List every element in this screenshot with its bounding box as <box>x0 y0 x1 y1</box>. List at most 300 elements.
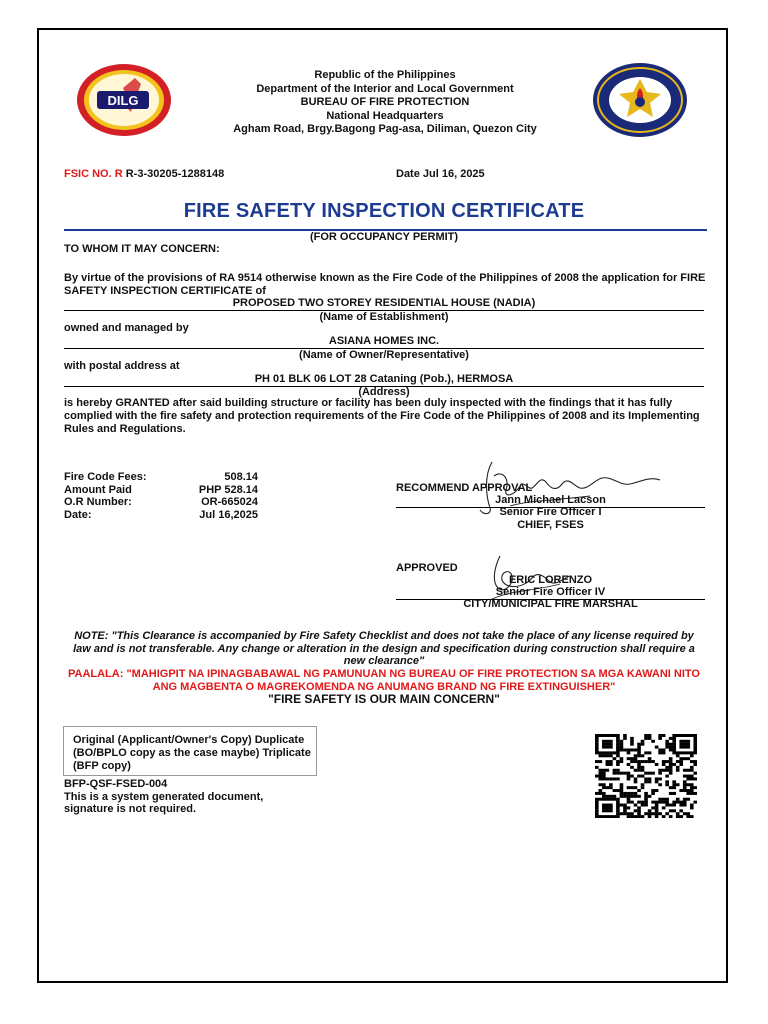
qr-module <box>683 780 687 783</box>
qr-module <box>634 795 638 798</box>
recommend-name: Jann Michael Lacson <box>495 494 606 506</box>
recommend-label: RECOMMEND APPROVAL <box>396 482 533 494</box>
qr-module <box>669 809 673 812</box>
qr-module <box>686 743 690 746</box>
qr-module <box>606 795 610 798</box>
qr-module <box>637 754 641 757</box>
qr-module <box>665 783 669 786</box>
qr-module <box>641 801 645 804</box>
qr-module <box>637 763 641 766</box>
qr-module <box>637 775 641 778</box>
header-line-4: National Headquarters <box>326 109 444 122</box>
owner-caption: (Name of Owner/Representative) <box>299 349 469 361</box>
qr-module <box>690 766 694 769</box>
qr-module <box>602 734 606 737</box>
qr-module <box>658 748 662 751</box>
qr-module <box>644 737 648 740</box>
qr-module <box>672 743 676 746</box>
qr-module <box>690 804 694 807</box>
qr-code <box>595 734 697 818</box>
qr-module <box>627 775 631 778</box>
qr-module <box>616 789 620 792</box>
qr-module <box>651 812 655 815</box>
qr-module <box>641 804 645 807</box>
qr-module <box>602 751 606 754</box>
qr-module <box>627 748 631 751</box>
qr-module <box>686 798 690 801</box>
qr-module <box>613 789 617 792</box>
qr-module <box>641 760 645 763</box>
qr-module <box>665 769 669 772</box>
qr-module <box>686 815 690 818</box>
qr-module <box>641 743 645 746</box>
qr-module <box>630 775 634 778</box>
qr-module <box>644 780 648 783</box>
qr-module <box>644 734 648 737</box>
qr-module <box>658 777 662 780</box>
qr-module <box>676 812 680 815</box>
qr-module <box>613 734 617 737</box>
qr-module <box>651 740 655 743</box>
qr-module <box>686 751 690 754</box>
approved-name: ERIC LORENZO <box>508 574 593 586</box>
owned-label: owned and managed by <box>64 322 189 334</box>
qr-module <box>690 806 694 809</box>
qr-module <box>595 801 599 804</box>
qr-module <box>658 798 662 801</box>
qr-module <box>658 769 662 772</box>
qr-module <box>620 743 624 746</box>
fee-label: O.R Number: <box>64 496 132 508</box>
qr-module <box>616 760 620 763</box>
footer <box>64 778 314 816</box>
qr-module <box>693 772 697 775</box>
recommend-position: CHIEF, FSES <box>517 519 584 531</box>
qr-module <box>634 804 638 807</box>
qr-module <box>686 789 690 792</box>
qr-module <box>606 804 610 807</box>
qr-module <box>676 734 680 737</box>
qr-module <box>686 746 690 749</box>
qr-module <box>658 737 662 740</box>
qr-module <box>606 777 610 780</box>
qr-module <box>623 809 627 812</box>
qr-module <box>630 812 634 815</box>
qr-module <box>602 740 606 743</box>
qr-module <box>602 786 606 789</box>
qr-module <box>606 740 610 743</box>
qr-module <box>686 757 690 760</box>
qr-module <box>599 769 603 772</box>
qr-module <box>676 769 680 772</box>
qr-module <box>595 804 599 807</box>
qr-module <box>606 786 610 789</box>
qr-module <box>693 801 697 804</box>
qr-module <box>679 809 683 812</box>
qr-module <box>683 757 687 760</box>
qr-module <box>686 783 690 786</box>
qr-module <box>693 740 697 743</box>
qr-module <box>641 769 645 772</box>
qr-module <box>599 754 603 757</box>
owner-name: ASIANA HOMES INC. <box>328 335 440 347</box>
qr-module <box>620 757 624 760</box>
qr-module <box>644 760 648 763</box>
qr-module <box>686 734 690 737</box>
qr-module <box>683 798 687 801</box>
qr-module <box>690 789 694 792</box>
qr-module <box>648 812 652 815</box>
qr-module <box>637 760 641 763</box>
fee-row <box>64 509 258 522</box>
establishment-caption: (Name of Establishment) <box>319 311 449 323</box>
qr-module <box>627 792 631 795</box>
fee-value: 508.14 <box>224 471 258 483</box>
qr-module <box>602 775 606 778</box>
qr-module <box>676 798 680 801</box>
qr-module <box>609 806 613 809</box>
qr-module <box>595 760 599 763</box>
qr-module <box>627 777 631 780</box>
qr-module <box>683 734 687 737</box>
qr-module <box>613 772 617 775</box>
qr-module <box>665 804 669 807</box>
qr-module <box>616 806 620 809</box>
qr-module <box>669 737 673 740</box>
qr-module <box>595 806 599 809</box>
qr-module <box>690 775 694 778</box>
qr-module <box>683 783 687 786</box>
qr-module <box>662 748 666 751</box>
qr-module <box>676 783 680 786</box>
qr-module <box>662 801 666 804</box>
qr-module <box>686 792 690 795</box>
dilg-logo-text: DILG <box>107 93 139 108</box>
qr-module <box>693 746 697 749</box>
bfp-seal <box>591 62 689 138</box>
qr-module <box>658 772 662 775</box>
qr-module <box>679 801 683 804</box>
qr-module <box>609 804 613 807</box>
qr-module <box>679 746 683 749</box>
qr-module <box>665 812 669 815</box>
qr-module <box>609 751 613 754</box>
qr-module <box>620 795 624 798</box>
qr-module <box>606 760 610 763</box>
qr-module <box>669 792 673 795</box>
fee-value: OR-665024 <box>201 496 258 508</box>
qr-module <box>613 751 617 754</box>
qr-module <box>693 748 697 751</box>
postal-label: with postal address at <box>64 360 180 372</box>
fee-value: PHP 528.14 <box>198 483 258 496</box>
qr-module <box>637 743 641 746</box>
clearance-note: NOTE: "This Clearance is accompanied by Fire Safety Checklist and does not take the place of any license required by law and is not transferable. Any change or alteration in the design and specification during construction shall require a new clearance" <box>73 630 695 667</box>
qr-module <box>683 786 687 789</box>
qr-module <box>623 795 627 798</box>
header-line-3: BUREAU OF FIRE PROTECTION <box>300 96 470 108</box>
qr-module <box>651 801 655 804</box>
qr-module <box>634 815 638 818</box>
qr-module <box>665 746 669 749</box>
qr-module <box>648 795 652 798</box>
fsic-number <box>64 168 224 180</box>
qr-module <box>630 748 634 751</box>
qr-module <box>655 801 659 804</box>
qr-module <box>648 760 652 763</box>
qr-module <box>672 751 676 754</box>
qr-module <box>658 751 662 754</box>
fees-table <box>64 471 258 521</box>
qr-module <box>627 757 631 760</box>
qr-module <box>602 809 606 812</box>
qr-module <box>630 766 634 769</box>
qr-module <box>676 754 680 757</box>
qr-module <box>662 760 666 763</box>
qr-module <box>634 780 638 783</box>
qr-module <box>609 809 613 812</box>
qr-module <box>655 809 659 812</box>
qr-module <box>676 801 680 804</box>
qr-module <box>679 757 683 760</box>
qr-module <box>599 760 603 763</box>
qr-module <box>686 777 690 780</box>
qr-module <box>679 815 683 818</box>
qr-module <box>690 734 694 737</box>
qr-module <box>672 804 676 807</box>
qr-module <box>627 786 631 789</box>
certificate-subtitle: (FOR OCCUPANCY PERMIT) <box>309 231 459 243</box>
approved-position: CITY/MUNICIPAL FIRE MARSHAL <box>463 598 638 610</box>
qr-module <box>648 757 652 760</box>
qr-module <box>641 754 645 757</box>
fsic-label: FSIC NO. R <box>64 168 123 180</box>
qr-module <box>595 743 599 746</box>
qr-module <box>595 766 599 769</box>
qr-module <box>665 775 669 778</box>
qr-module <box>679 763 683 766</box>
qr-module <box>599 777 603 780</box>
qr-module <box>683 775 687 778</box>
qr-module <box>616 801 620 804</box>
qr-module <box>669 743 673 746</box>
qr-module <box>609 754 613 757</box>
qr-module <box>620 746 624 749</box>
qr-module <box>637 806 641 809</box>
qr-module <box>602 746 606 749</box>
qr-module <box>634 792 638 795</box>
qr-module <box>637 789 641 792</box>
header-line-2: Department of the Interior and Local Government <box>256 82 514 95</box>
qr-module <box>644 792 648 795</box>
qr-module <box>616 777 620 780</box>
qr-module <box>672 763 676 766</box>
certificate-title: FIRE SAFETY INSPECTION CERTIFICATE <box>183 200 585 222</box>
qr-module <box>672 740 676 743</box>
qr-module <box>609 777 613 780</box>
qr-module <box>676 766 680 769</box>
qr-module <box>655 804 659 807</box>
qr-module <box>658 734 662 737</box>
qr-module <box>690 754 694 757</box>
qr-module <box>669 746 673 749</box>
qr-module <box>599 772 603 775</box>
address-caption: (Address) <box>358 386 410 398</box>
qr-module <box>686 740 690 743</box>
qr-module <box>620 760 624 763</box>
qr-module <box>655 777 659 780</box>
qr-module <box>693 737 697 740</box>
qr-module <box>623 748 627 751</box>
qr-module <box>613 795 617 798</box>
dilg-logo <box>75 62 173 138</box>
qr-module <box>606 751 610 754</box>
qr-module <box>648 809 652 812</box>
qr-module <box>665 740 669 743</box>
qr-module <box>690 751 694 754</box>
qr-module <box>637 766 641 769</box>
qr-module <box>599 789 603 792</box>
qr-module <box>693 792 697 795</box>
qr-module <box>644 772 648 775</box>
qr-module <box>641 766 645 769</box>
qr-module <box>609 743 613 746</box>
qr-module <box>690 769 694 772</box>
qr-module <box>648 751 652 754</box>
qr-module <box>595 798 599 801</box>
qr-module <box>662 763 666 766</box>
qr-module <box>662 815 666 818</box>
qr-module <box>634 757 638 760</box>
qr-module <box>595 775 599 778</box>
motto: "FIRE SAFETY IS OUR MAIN CONCERN" <box>268 692 500 706</box>
qr-module <box>669 760 673 763</box>
qr-module <box>672 783 676 786</box>
qr-module <box>595 751 599 754</box>
qr-module <box>609 815 613 818</box>
qr-module <box>599 815 603 818</box>
qr-module <box>630 743 634 746</box>
qr-module <box>665 798 669 801</box>
qr-module <box>644 751 648 754</box>
qr-module <box>651 760 655 763</box>
qr-module <box>599 734 603 737</box>
qr-module <box>630 815 634 818</box>
qr-module <box>627 812 631 815</box>
qr-module <box>644 804 648 807</box>
qr-module <box>669 769 673 772</box>
fee-label: Date: <box>64 508 92 521</box>
qr-module <box>641 775 645 778</box>
qr-module <box>602 783 606 786</box>
qr-module <box>637 809 641 812</box>
qr-module <box>602 804 606 807</box>
qr-module <box>655 746 659 749</box>
qr-module <box>655 806 659 809</box>
qr-module <box>641 786 645 789</box>
qr-module <box>627 815 631 818</box>
qr-module <box>634 769 638 772</box>
qr-module <box>613 757 617 760</box>
qr-module <box>627 772 631 775</box>
qr-module <box>606 769 610 772</box>
qr-module <box>616 751 620 754</box>
qr-module <box>655 812 659 815</box>
qr-module <box>686 769 690 772</box>
qr-module <box>655 815 659 818</box>
copy-distribution-text: Original (Applicant/Owner's Copy) Duplicate (BO/BPLO copy as the case maybe) Triplicate (BFP copy) <box>73 734 311 772</box>
qr-module <box>686 775 690 778</box>
qr-module <box>641 783 645 786</box>
qr-module <box>637 748 641 751</box>
qr-module <box>669 772 673 775</box>
qr-module <box>648 777 652 780</box>
header-line-1: Republic of the Philippines <box>314 69 456 81</box>
qr-module <box>602 798 606 801</box>
qr-module <box>616 734 620 737</box>
qr-module <box>669 766 673 769</box>
qr-module <box>637 746 641 749</box>
qr-module <box>613 815 617 818</box>
qr-module <box>644 798 648 801</box>
qr-module <box>606 763 610 766</box>
qr-module <box>602 792 606 795</box>
qr-module <box>644 812 648 815</box>
qr-module <box>655 780 659 783</box>
header-line-5: Agham Road, Brgy.Bagong Pag-asa, Diliman, Quezon City <box>233 123 537 135</box>
qr-module <box>672 786 676 789</box>
approved-rank: Senior Fire Officer IV <box>495 586 606 598</box>
qr-module <box>693 760 697 763</box>
qr-module <box>690 786 694 789</box>
qr-module <box>679 740 683 743</box>
qr-module <box>693 734 697 737</box>
qr-module <box>683 769 687 772</box>
qr-module <box>602 772 606 775</box>
qr-module <box>658 801 662 804</box>
fee-label: Fire Code Fees: <box>64 471 147 483</box>
qr-module <box>693 751 697 754</box>
qr-module <box>609 760 613 763</box>
qr-module <box>595 746 599 749</box>
qr-module <box>669 804 673 807</box>
qr-module <box>655 763 659 766</box>
establishment-name: PROPOSED TWO STOREY RESIDENTIAL HOUSE (NADIA) <box>232 297 536 309</box>
qr-module <box>609 798 613 801</box>
fee-row <box>64 484 258 497</box>
qr-module <box>595 815 599 818</box>
qr-module <box>606 754 610 757</box>
qr-module <box>648 772 652 775</box>
qr-module <box>602 795 606 798</box>
fee-row <box>64 471 258 484</box>
qr-module <box>599 792 603 795</box>
qr-module <box>630 801 634 804</box>
qr-module <box>606 798 610 801</box>
qr-module <box>630 792 634 795</box>
qr-module <box>683 746 687 749</box>
qr-module <box>599 775 603 778</box>
qr-module <box>623 812 627 815</box>
qr-module <box>627 801 631 804</box>
qr-module <box>595 809 599 812</box>
qr-module <box>637 751 641 754</box>
qr-module <box>648 734 652 737</box>
qr-module <box>595 737 599 740</box>
qr-module <box>672 792 676 795</box>
qr-module <box>634 760 638 763</box>
qr-module <box>672 737 676 740</box>
